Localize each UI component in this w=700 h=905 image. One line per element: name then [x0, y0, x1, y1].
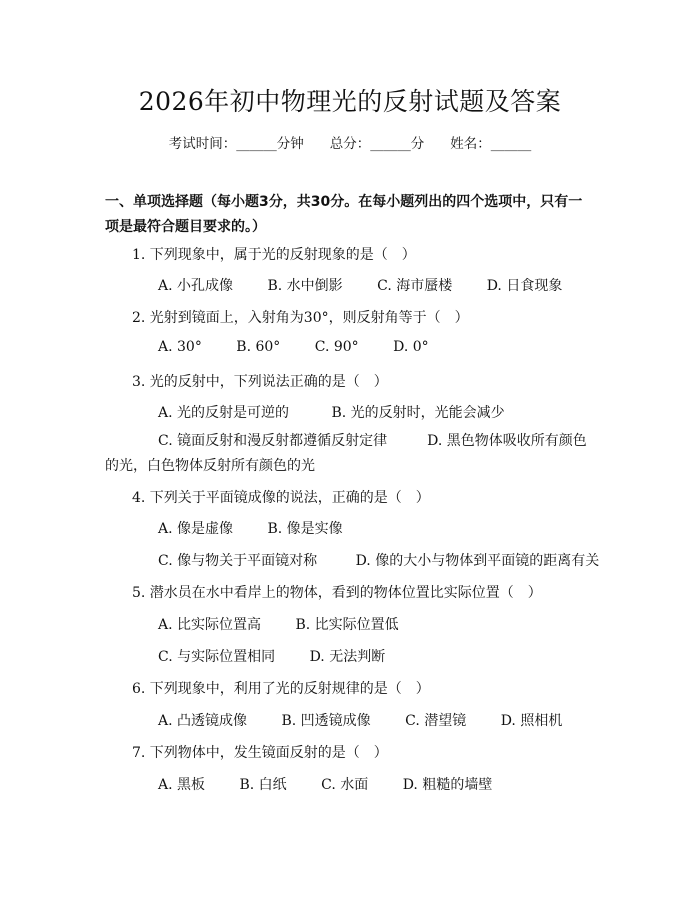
question-7: 7. 下列物体中，发生镜面反射的是（ ）: [132, 745, 388, 761]
option-b: B. 白纸: [239, 777, 287, 793]
option-c: C. 潜望镜: [405, 713, 467, 729]
question-1-options: [158, 275, 592, 295]
option-b: B. 水中倒影: [267, 278, 343, 294]
question-3-options-row1: [158, 402, 535, 422]
option-b: B. 光的反射时，光能会减少: [331, 405, 505, 421]
page-title: 2026年初中物理光的反射试题及答案: [138, 87, 562, 116]
option-b: B. 像是实像: [267, 521, 343, 537]
option-c: C. 90°: [314, 339, 359, 355]
option-c: C. 像与物关于平面镜对称: [158, 553, 318, 569]
question-5: 5. 潜水员在水中看岸上的物体，看到的物体位置比实际位置（ ）: [132, 585, 542, 601]
option-d: D. 0°: [393, 339, 429, 355]
exam-meta: [0, 132, 700, 152]
option-a: A. 黑板: [158, 777, 206, 793]
option-a: A. 凸透镜成像: [158, 713, 248, 729]
question-3: 3. 光的反射中，下列说法正确的是（ ）: [132, 374, 388, 390]
option-d: D. 粗糙的墙壁: [402, 777, 493, 793]
question-4-options-row1: [158, 518, 373, 538]
option-c: C. 与实际位置相同: [158, 649, 276, 665]
student-name-field: 姓名：______: [450, 136, 532, 152]
option-b: B. 凹透镜成像: [281, 713, 371, 729]
question-4: 4. 下列关于平面镜成像的说法，正确的是（ ）: [132, 490, 430, 506]
option-d: D. 日食现象: [486, 278, 563, 294]
option-a: A. 像是虚像: [158, 521, 234, 537]
question-7-options: [158, 774, 522, 794]
option-d: D. 像的大小与物体到平面镜的距离有关: [355, 553, 600, 569]
question-5-options-row1: [158, 614, 429, 634]
option-b: B. 比实际位置低: [295, 617, 399, 633]
option-b: B. 60°: [236, 339, 281, 355]
question-4-options-row2: [158, 550, 599, 570]
question-6: 6. 下列现象中，利用了光的反射规律的是（ ）: [132, 681, 430, 697]
option-d: D. 黑色物体吸收所有颜色的光，白色物体反射所有颜色的光: [105, 433, 587, 474]
question-2-options: [158, 339, 459, 355]
question-1: 1. 下列现象中，属于光的反射现象的是（ ）: [132, 247, 416, 263]
total-score-field: 总分：______分: [329, 136, 425, 152]
option-a: A. 比实际位置高: [158, 617, 262, 633]
option-a: A. 小孔成像: [158, 278, 234, 294]
option-a: A. 光的反射是可逆的: [158, 405, 290, 421]
option-a: A. 30°: [158, 339, 202, 355]
question-6-options: [158, 710, 592, 730]
question-2: 2. 光射到镜面上，入射角为30°，则反射角等于（ ）: [132, 310, 469, 326]
option-c: C. 水面: [321, 777, 369, 793]
question-5-options-row2: [158, 646, 415, 666]
section-heading-single-choice: 一、单项选择题（每小题3分，共30分。在每小题列出的四个选项中，只有一项是最符合题目要求的。）: [105, 194, 583, 235]
option-d: D. 无法判断: [309, 649, 386, 665]
exam-time-field: 考试时间：______分钟: [168, 136, 304, 152]
option-d: D. 照相机: [500, 713, 563, 729]
option-c: C. 海市蜃楼: [377, 278, 453, 294]
question-3-options-row2: [105, 429, 597, 479]
option-c: C. 镜面反射和漫反射都遵循反射定律: [158, 433, 388, 449]
